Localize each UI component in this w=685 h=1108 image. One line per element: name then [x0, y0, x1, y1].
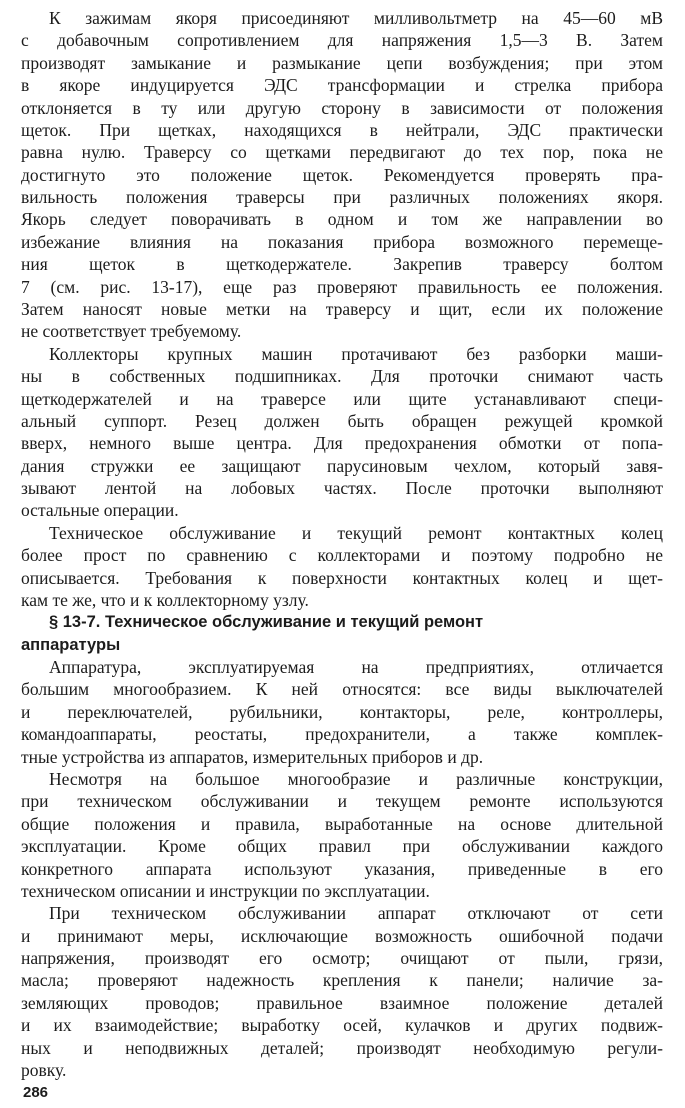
text-line: При техническом обслуживании аппарат отключают от сети — [49, 903, 663, 923]
text-line: избежание влияния на показания прибора возможного перемеще- — [21, 232, 663, 252]
text-line: щеток. При щетках, находящихся в нейтрали, ЭДС практически — [21, 120, 663, 140]
text-line: масла; проверяют надежность крепления к панели; наличие за- — [21, 970, 663, 990]
text-line: Якорь следует поворачивать в одном и том же направлении во — [21, 209, 663, 229]
text-line: Затем наносят новые метки на траверсу и щит, если их положение — [21, 299, 663, 319]
text-line: производят замыкание и размыкание цепи возбуждения; при этом — [21, 53, 663, 73]
text-line: Техническое обслуживание и текущий ремонт контактных колец — [49, 523, 663, 543]
text-line: щеткодержателей и на траверсе или щите устанавливают специ- — [21, 389, 663, 409]
text-line: и их взаимодействие; выработку осей, кулачков и других подвиж- — [21, 1015, 663, 1035]
text-line: ровку. — [21, 1060, 67, 1080]
text-line: и переключателей, рубильники, контакторы, реле, контроллеры, — [21, 702, 663, 722]
text-line: с добавочным сопротивлением для напряжения 1,5—3 В. Затем — [21, 30, 663, 50]
text-line: 7 (см. рис. 13-17), еще раз проверяют правильность ее положения. — [21, 277, 663, 297]
text-line: альный суппорт. Резец должен быть обращен режущей кромкой — [21, 411, 663, 431]
text-line: земляющих проводов; правильное взаимное положение деталей — [21, 993, 663, 1013]
text-line: вильность положения траверсы при различных положениях якоря. — [21, 187, 663, 207]
text-line: не соответствует требуемому. — [21, 321, 242, 341]
text-line: Несмотря на большое многообразие и различные конструкции, — [49, 769, 663, 789]
text-line: конкретного аппарата используют указания, приведенные в его — [21, 859, 663, 879]
text-line: общие положения и правила, выработанные на основе длительной — [21, 814, 663, 834]
text-line: ния щеток в щеткодержателе. Закрепив траверсу болтом — [21, 254, 663, 274]
text-line: эксплуатации. Кроме общих правил при обслуживании каждого — [21, 836, 663, 856]
text-line: достигнуто это положение щеток. Рекомендуется проверять пра- — [21, 165, 663, 185]
text-line: большим многообразием. К ней относятся: все виды выключателей — [21, 679, 663, 699]
text-line: описывается. Требования к поверхности контактных колец и щет- — [21, 568, 663, 588]
text-line: при техническом обслуживании и текущем ремонте используются — [21, 791, 663, 811]
text-line: дания стружки ее защищают парусиновым чехлом, который завя- — [21, 456, 663, 476]
section-heading: § 13-7. Техническое обслуживание и текущий ремонт — [49, 613, 484, 631]
text-line: командоаппараты, реостаты, предохранители, а также комплек- — [21, 724, 663, 744]
text-line: К зажимам якоря присоединяют милливольтметр на 45—60 мВ — [49, 8, 663, 28]
text-line: вверх, немного выше центра. Для предохранения обмотки от попа- — [21, 433, 663, 453]
text-line: напряжения, производят его осмотр; очищают от пыли, грязи, — [21, 948, 663, 968]
page-number: 286 — [23, 1084, 49, 1101]
text-line: зывают лентой на лобовых частях. После проточки выполняют — [21, 478, 663, 498]
text-line: Коллекторы крупных машин протачивают без разборки маши- — [49, 344, 663, 364]
text-line: остальные операции. — [21, 500, 179, 520]
text-line: тные устройства из аппаратов, измерительных приборов и др. — [21, 747, 484, 767]
text-line: ны в собственных подшипниках. Для проточки снимают часть — [21, 366, 663, 386]
text-line: в якоре индуцируется ЭДС трансформации и стрелка прибора — [21, 75, 663, 95]
text-line: равна нулю. Траверсу со щетками передвигают до тех пор, пока не — [21, 142, 663, 162]
text-line: ных и неподвижных деталей; производят необходимую регули- — [21, 1038, 663, 1058]
text-line: кам те же, что и к коллекторному узлу. — [21, 590, 309, 610]
text-line: отклоняется в ту или другую сторону в зависимости от положения — [21, 98, 663, 118]
section-heading: аппаратуры — [21, 636, 121, 654]
text-line: Аппаратура, эксплуатируемая на предприятиях, отличается — [49, 657, 663, 677]
text-line: и принимают меры, исключающие возможность ошибочной подачи — [21, 926, 663, 946]
text-line: техническом описании и инструкции по эксплуатации. — [21, 881, 430, 901]
text-line: более прост по сравнению с коллекторами и поэтому подробно не — [21, 545, 663, 565]
